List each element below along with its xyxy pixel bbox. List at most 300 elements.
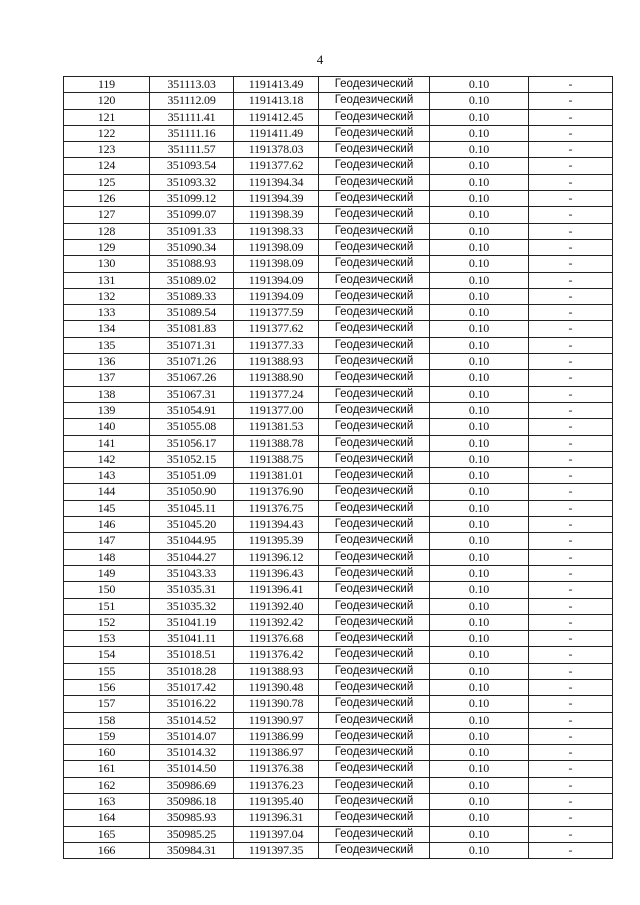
accuracy-cell: 0.10 xyxy=(430,761,529,777)
point-number-cell: 124 xyxy=(64,158,150,174)
table-row xyxy=(64,598,613,614)
table-row xyxy=(64,549,613,565)
x-coordinate-cell: 351099.12 xyxy=(150,191,234,207)
table-row xyxy=(64,728,613,744)
y-coordinate-cell: 1191377.62 xyxy=(234,321,319,337)
note-cell: - xyxy=(529,663,613,679)
x-coordinate-cell: 351067.31 xyxy=(150,386,234,402)
point-number-cell: 152 xyxy=(64,614,150,630)
x-coordinate-cell: 351091.33 xyxy=(150,223,234,239)
method-cell: Геодезический xyxy=(319,435,430,451)
table-row xyxy=(64,158,613,174)
table-row xyxy=(64,794,613,810)
table-row xyxy=(64,337,613,353)
note-cell: - xyxy=(529,207,613,223)
x-coordinate-cell: 351093.54 xyxy=(150,158,234,174)
accuracy-cell: 0.10 xyxy=(430,419,529,435)
method-cell: Геодезический xyxy=(319,484,430,500)
y-coordinate-cell: 1191394.09 xyxy=(234,272,319,288)
x-coordinate-cell: 351054.91 xyxy=(150,402,234,418)
point-number-cell: 165 xyxy=(64,826,150,842)
note-cell: - xyxy=(529,484,613,500)
table-row xyxy=(64,256,613,272)
note-cell: - xyxy=(529,679,613,695)
note-cell: - xyxy=(529,468,613,484)
table-row xyxy=(64,582,613,598)
accuracy-cell: 0.10 xyxy=(430,321,529,337)
method-cell: Геодезический xyxy=(319,207,430,223)
y-coordinate-cell: 1191390.48 xyxy=(234,679,319,695)
y-coordinate-cell: 1191378.03 xyxy=(234,142,319,158)
point-number-cell: 143 xyxy=(64,468,150,484)
table-row xyxy=(64,663,613,679)
accuracy-cell: 0.10 xyxy=(430,93,529,109)
note-cell: - xyxy=(529,533,613,549)
method-cell: Геодезический xyxy=(319,810,430,826)
accuracy-cell: 0.10 xyxy=(430,614,529,630)
point-number-cell: 147 xyxy=(64,533,150,549)
note-cell: - xyxy=(529,500,613,516)
accuracy-cell: 0.10 xyxy=(430,663,529,679)
method-cell: Геодезический xyxy=(319,158,430,174)
table-row xyxy=(64,109,613,125)
note-cell: - xyxy=(529,810,613,826)
x-coordinate-cell: 351112.09 xyxy=(150,93,234,109)
note-cell: - xyxy=(529,337,613,353)
table-row xyxy=(64,517,613,533)
note-cell: - xyxy=(529,142,613,158)
table-row xyxy=(64,354,613,370)
coordinates-table xyxy=(63,76,613,859)
x-coordinate-cell: 351018.28 xyxy=(150,663,234,679)
point-number-cell: 154 xyxy=(64,647,150,663)
y-coordinate-cell: 1191413.49 xyxy=(234,77,319,93)
x-coordinate-cell: 351111.16 xyxy=(150,125,234,141)
table-row xyxy=(64,500,613,516)
accuracy-cell: 0.10 xyxy=(430,354,529,370)
y-coordinate-cell: 1191398.33 xyxy=(234,223,319,239)
point-number-cell: 127 xyxy=(64,207,150,223)
x-coordinate-cell: 351071.26 xyxy=(150,354,234,370)
point-number-cell: 133 xyxy=(64,305,150,321)
method-cell: Геодезический xyxy=(319,533,430,549)
accuracy-cell: 0.10 xyxy=(430,142,529,158)
x-coordinate-cell: 351043.33 xyxy=(150,565,234,581)
table-row xyxy=(64,565,613,581)
method-cell: Геодезический xyxy=(319,93,430,109)
method-cell: Геодезический xyxy=(319,647,430,663)
method-cell: Геодезический xyxy=(319,614,430,630)
point-number-cell: 135 xyxy=(64,337,150,353)
accuracy-cell: 0.10 xyxy=(430,794,529,810)
point-number-cell: 138 xyxy=(64,386,150,402)
y-coordinate-cell: 1191388.93 xyxy=(234,354,319,370)
point-number-cell: 131 xyxy=(64,272,150,288)
table-row xyxy=(64,419,613,435)
accuracy-cell: 0.10 xyxy=(430,207,529,223)
accuracy-cell: 0.10 xyxy=(430,517,529,533)
note-cell: - xyxy=(529,517,613,533)
x-coordinate-cell: 351111.57 xyxy=(150,142,234,158)
note-cell: - xyxy=(529,272,613,288)
note-cell: - xyxy=(529,435,613,451)
note-cell: - xyxy=(529,256,613,272)
method-cell: Геодезический xyxy=(319,679,430,695)
method-cell: Геодезический xyxy=(319,239,430,255)
y-coordinate-cell: 1191376.75 xyxy=(234,500,319,516)
accuracy-cell: 0.10 xyxy=(430,158,529,174)
x-coordinate-cell: 351067.26 xyxy=(150,370,234,386)
table-row xyxy=(64,174,613,190)
method-cell: Геодезический xyxy=(319,549,430,565)
method-cell: Геодезический xyxy=(319,386,430,402)
method-cell: Геодезический xyxy=(319,826,430,842)
y-coordinate-cell: 1191390.78 xyxy=(234,696,319,712)
point-number-cell: 122 xyxy=(64,125,150,141)
point-number-cell: 139 xyxy=(64,402,150,418)
point-number-cell: 119 xyxy=(64,77,150,93)
accuracy-cell: 0.10 xyxy=(430,810,529,826)
method-cell: Геодезический xyxy=(319,305,430,321)
accuracy-cell: 0.10 xyxy=(430,826,529,842)
method-cell: Геодезический xyxy=(319,777,430,793)
point-number-cell: 123 xyxy=(64,142,150,158)
x-coordinate-cell: 350984.31 xyxy=(150,842,234,858)
x-coordinate-cell: 351111.41 xyxy=(150,109,234,125)
x-coordinate-cell: 351041.11 xyxy=(150,631,234,647)
y-coordinate-cell: 1191397.04 xyxy=(234,826,319,842)
method-cell: Геодезический xyxy=(319,663,430,679)
y-coordinate-cell: 1191386.99 xyxy=(234,728,319,744)
note-cell: - xyxy=(529,451,613,467)
y-coordinate-cell: 1191395.39 xyxy=(234,533,319,549)
accuracy-cell: 0.10 xyxy=(430,77,529,93)
table-row xyxy=(64,451,613,467)
table-row xyxy=(64,386,613,402)
x-coordinate-cell: 351090.34 xyxy=(150,239,234,255)
y-coordinate-cell: 1191396.12 xyxy=(234,549,319,565)
method-cell: Геодезический xyxy=(319,468,430,484)
accuracy-cell: 0.10 xyxy=(430,777,529,793)
point-number-cell: 120 xyxy=(64,93,150,109)
y-coordinate-cell: 1191397.35 xyxy=(234,842,319,858)
x-coordinate-cell: 351050.90 xyxy=(150,484,234,500)
table-row xyxy=(64,647,613,663)
x-coordinate-cell: 351045.11 xyxy=(150,500,234,516)
method-cell: Геодезический xyxy=(319,191,430,207)
point-number-cell: 160 xyxy=(64,745,150,761)
note-cell: - xyxy=(529,826,613,842)
note-cell: - xyxy=(529,565,613,581)
method-cell: Геодезический xyxy=(319,419,430,435)
table-row xyxy=(64,468,613,484)
y-coordinate-cell: 1191398.09 xyxy=(234,239,319,255)
method-cell: Геодезический xyxy=(319,109,430,125)
y-coordinate-cell: 1191392.40 xyxy=(234,598,319,614)
point-number-cell: 158 xyxy=(64,712,150,728)
note-cell: - xyxy=(529,239,613,255)
x-coordinate-cell: 351056.17 xyxy=(150,435,234,451)
table-row xyxy=(64,533,613,549)
x-coordinate-cell: 351014.32 xyxy=(150,745,234,761)
point-number-cell: 163 xyxy=(64,794,150,810)
table-row xyxy=(64,272,613,288)
accuracy-cell: 0.10 xyxy=(430,598,529,614)
note-cell: - xyxy=(529,223,613,239)
point-number-cell: 151 xyxy=(64,598,150,614)
note-cell: - xyxy=(529,305,613,321)
x-coordinate-cell: 351093.32 xyxy=(150,174,234,190)
note-cell: - xyxy=(529,614,613,630)
table-row xyxy=(64,761,613,777)
accuracy-cell: 0.10 xyxy=(430,565,529,581)
x-coordinate-cell: 351014.52 xyxy=(150,712,234,728)
y-coordinate-cell: 1191396.41 xyxy=(234,582,319,598)
accuracy-cell: 0.10 xyxy=(430,386,529,402)
point-number-cell: 132 xyxy=(64,288,150,304)
note-cell: - xyxy=(529,549,613,565)
note-cell: - xyxy=(529,77,613,93)
y-coordinate-cell: 1191377.59 xyxy=(234,305,319,321)
point-number-cell: 159 xyxy=(64,728,150,744)
accuracy-cell: 0.10 xyxy=(430,842,529,858)
accuracy-cell: 0.10 xyxy=(430,468,529,484)
accuracy-cell: 0.10 xyxy=(430,125,529,141)
accuracy-cell: 0.10 xyxy=(430,631,529,647)
method-cell: Геодезический xyxy=(319,696,430,712)
y-coordinate-cell: 1191394.34 xyxy=(234,174,319,190)
table-row xyxy=(64,207,613,223)
y-coordinate-cell: 1191398.39 xyxy=(234,207,319,223)
accuracy-cell: 0.10 xyxy=(430,451,529,467)
table-row xyxy=(64,631,613,647)
x-coordinate-cell: 351052.15 xyxy=(150,451,234,467)
table-row xyxy=(64,125,613,141)
x-coordinate-cell: 351044.95 xyxy=(150,533,234,549)
x-coordinate-cell: 351045.20 xyxy=(150,517,234,533)
x-coordinate-cell: 351089.02 xyxy=(150,272,234,288)
note-cell: - xyxy=(529,402,613,418)
point-number-cell: 157 xyxy=(64,696,150,712)
x-coordinate-cell: 351081.83 xyxy=(150,321,234,337)
note-cell: - xyxy=(529,174,613,190)
accuracy-cell: 0.10 xyxy=(430,191,529,207)
table-row xyxy=(64,826,613,842)
x-coordinate-cell: 350985.25 xyxy=(150,826,234,842)
table-row xyxy=(64,777,613,793)
method-cell: Геодезический xyxy=(319,288,430,304)
accuracy-cell: 0.10 xyxy=(430,696,529,712)
method-cell: Геодезический xyxy=(319,745,430,761)
y-coordinate-cell: 1191394.39 xyxy=(234,191,319,207)
point-number-cell: 121 xyxy=(64,109,150,125)
point-number-cell: 164 xyxy=(64,810,150,826)
accuracy-cell: 0.10 xyxy=(430,712,529,728)
method-cell: Геодезический xyxy=(319,517,430,533)
method-cell: Геодезический xyxy=(319,174,430,190)
y-coordinate-cell: 1191377.00 xyxy=(234,402,319,418)
table-row xyxy=(64,239,613,255)
note-cell: - xyxy=(529,631,613,647)
y-coordinate-cell: 1191376.68 xyxy=(234,631,319,647)
note-cell: - xyxy=(529,745,613,761)
note-cell: - xyxy=(529,582,613,598)
table-row xyxy=(64,77,613,93)
method-cell: Геодезический xyxy=(319,402,430,418)
x-coordinate-cell: 351089.33 xyxy=(150,288,234,304)
point-number-cell: 126 xyxy=(64,191,150,207)
method-cell: Геодезический xyxy=(319,77,430,93)
accuracy-cell: 0.10 xyxy=(430,500,529,516)
note-cell: - xyxy=(529,728,613,744)
accuracy-cell: 0.10 xyxy=(430,174,529,190)
table-row xyxy=(64,712,613,728)
point-number-cell: 149 xyxy=(64,565,150,581)
point-number-cell: 142 xyxy=(64,451,150,467)
table-row xyxy=(64,810,613,826)
x-coordinate-cell: 351016.22 xyxy=(150,696,234,712)
x-coordinate-cell: 351017.42 xyxy=(150,679,234,695)
y-coordinate-cell: 1191411.49 xyxy=(234,125,319,141)
y-coordinate-cell: 1191388.90 xyxy=(234,370,319,386)
note-cell: - xyxy=(529,158,613,174)
page-number: 4 xyxy=(316,52,324,67)
y-coordinate-cell: 1191412.45 xyxy=(234,109,319,125)
method-cell: Геодезический xyxy=(319,337,430,353)
y-coordinate-cell: 1191386.97 xyxy=(234,745,319,761)
point-number-cell: 161 xyxy=(64,761,150,777)
accuracy-cell: 0.10 xyxy=(430,402,529,418)
note-cell: - xyxy=(529,696,613,712)
method-cell: Геодезический xyxy=(319,223,430,239)
note-cell: - xyxy=(529,125,613,141)
accuracy-cell: 0.10 xyxy=(430,223,529,239)
y-coordinate-cell: 1191376.42 xyxy=(234,647,319,663)
x-coordinate-cell: 351041.19 xyxy=(150,614,234,630)
method-cell: Геодезический xyxy=(319,728,430,744)
x-coordinate-cell: 351071.31 xyxy=(150,337,234,353)
accuracy-cell: 0.10 xyxy=(430,549,529,565)
table-row xyxy=(64,321,613,337)
x-coordinate-cell: 350986.18 xyxy=(150,794,234,810)
accuracy-cell: 0.10 xyxy=(430,728,529,744)
point-number-cell: 125 xyxy=(64,174,150,190)
x-coordinate-cell: 351055.08 xyxy=(150,419,234,435)
method-cell: Геодезический xyxy=(319,451,430,467)
coordinates-table-body xyxy=(64,77,613,859)
note-cell: - xyxy=(529,109,613,125)
method-cell: Геодезический xyxy=(319,582,430,598)
note-cell: - xyxy=(529,777,613,793)
method-cell: Геодезический xyxy=(319,565,430,581)
y-coordinate-cell: 1191396.43 xyxy=(234,565,319,581)
note-cell: - xyxy=(529,191,613,207)
note-cell: - xyxy=(529,647,613,663)
accuracy-cell: 0.10 xyxy=(430,582,529,598)
x-coordinate-cell: 351014.50 xyxy=(150,761,234,777)
y-coordinate-cell: 1191388.75 xyxy=(234,451,319,467)
note-cell: - xyxy=(529,370,613,386)
x-coordinate-cell: 351018.51 xyxy=(150,647,234,663)
note-cell: - xyxy=(529,321,613,337)
y-coordinate-cell: 1191377.24 xyxy=(234,386,319,402)
method-cell: Геодезический xyxy=(319,370,430,386)
accuracy-cell: 0.10 xyxy=(430,533,529,549)
method-cell: Геодезический xyxy=(319,500,430,516)
y-coordinate-cell: 1191377.33 xyxy=(234,337,319,353)
accuracy-cell: 0.10 xyxy=(430,745,529,761)
note-cell: - xyxy=(529,93,613,109)
y-coordinate-cell: 1191398.09 xyxy=(234,256,319,272)
method-cell: Геодезический xyxy=(319,354,430,370)
accuracy-cell: 0.10 xyxy=(430,337,529,353)
method-cell: Геодезический xyxy=(319,321,430,337)
note-cell: - xyxy=(529,386,613,402)
y-coordinate-cell: 1191396.31 xyxy=(234,810,319,826)
x-coordinate-cell: 351113.03 xyxy=(150,77,234,93)
y-coordinate-cell: 1191392.42 xyxy=(234,614,319,630)
point-number-cell: 129 xyxy=(64,239,150,255)
point-number-cell: 166 xyxy=(64,842,150,858)
method-cell: Геодезический xyxy=(319,272,430,288)
point-number-cell: 145 xyxy=(64,500,150,516)
point-number-cell: 134 xyxy=(64,321,150,337)
point-number-cell: 128 xyxy=(64,223,150,239)
point-number-cell: 146 xyxy=(64,517,150,533)
y-coordinate-cell: 1191381.01 xyxy=(234,468,319,484)
method-cell: Геодезический xyxy=(319,712,430,728)
table-row xyxy=(64,370,613,386)
note-cell: - xyxy=(529,794,613,810)
method-cell: Геодезический xyxy=(319,598,430,614)
accuracy-cell: 0.10 xyxy=(430,256,529,272)
accuracy-cell: 0.10 xyxy=(430,435,529,451)
x-coordinate-cell: 351088.93 xyxy=(150,256,234,272)
y-coordinate-cell: 1191395.40 xyxy=(234,794,319,810)
y-coordinate-cell: 1191376.38 xyxy=(234,761,319,777)
point-number-cell: 162 xyxy=(64,777,150,793)
table-row xyxy=(64,288,613,304)
point-number-cell: 130 xyxy=(64,256,150,272)
x-coordinate-cell: 350986.69 xyxy=(150,777,234,793)
table-row xyxy=(64,142,613,158)
x-coordinate-cell: 351099.07 xyxy=(150,207,234,223)
y-coordinate-cell: 1191381.53 xyxy=(234,419,319,435)
table-row xyxy=(64,93,613,109)
point-number-cell: 148 xyxy=(64,549,150,565)
y-coordinate-cell: 1191376.23 xyxy=(234,777,319,793)
table-row xyxy=(64,842,613,858)
point-number-cell: 137 xyxy=(64,370,150,386)
note-cell: - xyxy=(529,354,613,370)
method-cell: Геодезический xyxy=(319,142,430,158)
point-number-cell: 140 xyxy=(64,419,150,435)
y-coordinate-cell: 1191394.43 xyxy=(234,517,319,533)
accuracy-cell: 0.10 xyxy=(430,272,529,288)
point-number-cell: 150 xyxy=(64,582,150,598)
accuracy-cell: 0.10 xyxy=(430,679,529,695)
y-coordinate-cell: 1191376.90 xyxy=(234,484,319,500)
table-row xyxy=(64,305,613,321)
note-cell: - xyxy=(529,842,613,858)
table-row xyxy=(64,484,613,500)
method-cell: Геодезический xyxy=(319,842,430,858)
table-row xyxy=(64,223,613,239)
table-row xyxy=(64,435,613,451)
accuracy-cell: 0.10 xyxy=(430,239,529,255)
table-row xyxy=(64,191,613,207)
accuracy-cell: 0.10 xyxy=(430,305,529,321)
